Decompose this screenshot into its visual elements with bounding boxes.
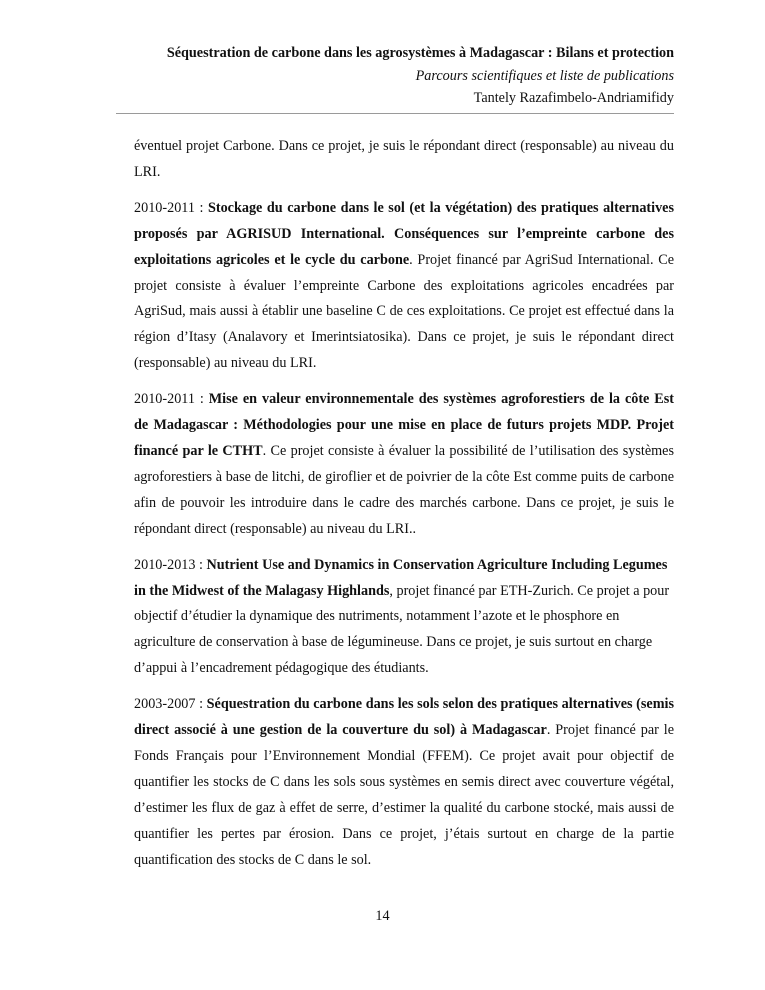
header-title: Séquestration de carbone dans les agrosystèmes à Madagascar : Bilans et protection xyxy=(166,45,674,61)
project-entry-eth-zurich xyxy=(134,553,674,683)
project-date: 2010-2013 : xyxy=(134,556,207,573)
project-entry-agrisud xyxy=(134,196,674,377)
header-subtitle: Parcours scientifiques et liste de publications xyxy=(415,67,674,84)
project-entry-ctht xyxy=(134,387,674,542)
paragraph-continuation xyxy=(134,134,674,186)
project-description: . Projet financé par AgriSud International. Ce projet consiste à évaluer l’empreinte Carbone des exploitations agricoles encadrées par AgriSud, mais aussi à établir une baseline C de ces exploitations. Ce projet est effectué dans la région d’Itasy (Analavory et Imerintsiatosika). Dans ce projet, je suis le répondant direct (responsable) au niveau du LRI. xyxy=(134,251,675,372)
page-body xyxy=(134,134,674,883)
paragraph-text: éventuel projet Carbone. Dans ce projet, je suis le répondant direct (responsable) au niveau du LRI. xyxy=(134,138,674,180)
project-title: Séquestration du carbone dans les sols selon des pratiques alternatives (semis direct associé à une gestion de la couverture du sol) à Madagascar xyxy=(134,696,674,739)
project-entry-ffem xyxy=(134,692,674,873)
header-divider xyxy=(116,113,674,114)
project-date: 2010-2011 : xyxy=(134,199,208,216)
project-date: 2003-2007 : xyxy=(134,696,207,713)
project-title: Mise en valeur environnementale des systèmes agroforestiers de la côte Est de Madagascar : Méthodologies pour une mise en place de futurs projets MDP. Projet financé par le CTHT xyxy=(134,391,675,459)
project-title: Stockage du carbone dans le sol (et la végétation) des pratiques alternatives proposés par AGRISUD International. Conséquences sur l’empreinte carbone des exploitations agricoles et le cycle du carbone xyxy=(134,199,674,268)
running-header xyxy=(116,42,674,110)
project-title: Nutrient Use and Dynamics in Conservation Agriculture Including Legumes in the Midwest of the Malagasy Highlands xyxy=(134,556,668,599)
header-author: Tantely Razafimbelo-Andriamifidy xyxy=(473,90,674,106)
project-description: . Ce projet consiste à évaluer la possibilité de l’utilisation des systèmes agroforestiers à base de litchi, de giroflier et de poivrier de la côte Est comme puits de carbone afin de pouvoir les introduire dans le cadre des marchés carbone. Dans ce projet, je suis le répondant direct (responsable) au niveau du LRI.. xyxy=(134,442,674,537)
project-description: , projet financé par ETH-Zurich. Ce projet a pour objectif d’étudier la dynamique des nutriments, notamment l’azote et le phosphore en agriculture de conservation à base de légumineuse. Dans ce projet, je suis surtout en charge d’appui à l’encadrement pédagogique des étudiants. xyxy=(134,582,670,677)
project-description: . Projet financé par le Fonds Français pour l’Environnement Mondial (FFEM). Ce projet avait pour objectif de quantifier les stocks de C dans les sols sous systèmes en semis direct avec couverture végétal, d’estimer les flux de gaz à effet de serre, d’estimer la qualité du carbone stocké, mais aussi de quantifier les pertes par érosion. Dans ce projet, j’étais surtout en charge de la partie quantification des stocks de C dans le sol. xyxy=(134,722,674,868)
page-number: 14 xyxy=(375,908,390,924)
project-date: 2010-2011 : xyxy=(134,391,209,408)
